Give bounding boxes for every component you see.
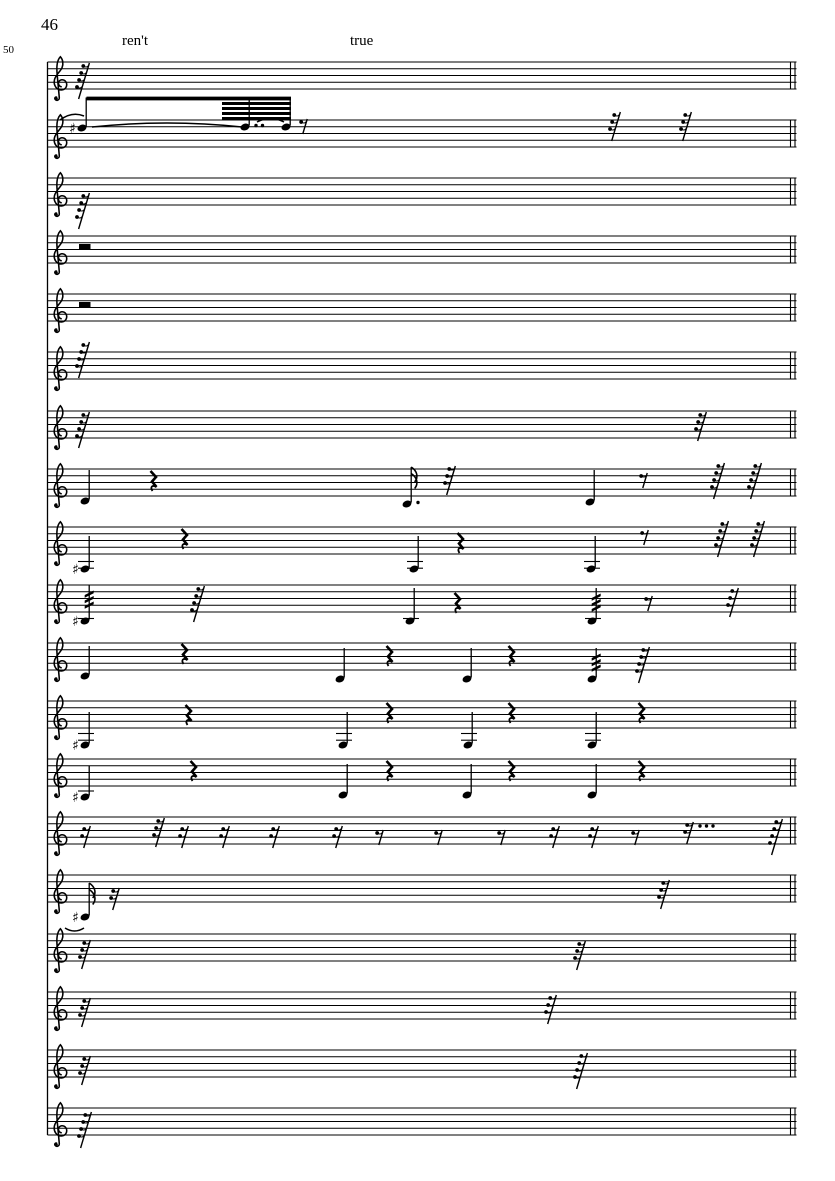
staff [48, 173, 797, 229]
staff [48, 929, 797, 973]
page-number: 46 [41, 15, 58, 34]
treble-clef-icon [54, 464, 66, 508]
treble-clef-icon [54, 1103, 66, 1147]
measure-number: 50 [3, 44, 14, 56]
staff [48, 754, 797, 806]
treble-clef-icon [54, 57, 66, 101]
treble-clef-icon [54, 987, 66, 1031]
treble-clef-icon [54, 1045, 66, 1089]
staff [48, 1045, 797, 1089]
staff [48, 231, 797, 275]
svg-text:♯: ♯ [72, 910, 79, 926]
svg-text:♯: ♯ [72, 562, 79, 578]
staff [48, 987, 797, 1031]
svg-text:♯: ♯ [69, 121, 76, 137]
staff [48, 57, 797, 101]
staff [48, 580, 797, 630]
staff [48, 98, 797, 159]
treble-clef-icon [54, 696, 66, 740]
staff [48, 870, 797, 931]
staff [48, 638, 797, 684]
treble-clef-icon [54, 522, 66, 566]
lyric-text: ren't [122, 33, 149, 49]
treble-clef-icon [54, 638, 66, 682]
treble-clef-icon [54, 347, 66, 391]
svg-text:♯: ♯ [72, 614, 79, 630]
treble-clef-icon [54, 231, 66, 275]
treble-clef-icon [54, 173, 66, 217]
staff [48, 521, 797, 578]
treble-clef-icon [54, 929, 66, 973]
staff [48, 696, 797, 754]
staff [48, 463, 797, 509]
treble-clef-icon [54, 580, 66, 624]
treble-clef-icon [54, 754, 66, 798]
staff [48, 342, 797, 390]
svg-text:♯: ♯ [72, 790, 79, 806]
staff [48, 812, 797, 856]
svg-text:♯: ♯ [72, 738, 79, 754]
staff [48, 406, 797, 450]
treble-clef-icon [54, 870, 66, 914]
treble-clef-icon [54, 289, 66, 333]
treble-clef-icon [54, 406, 66, 450]
treble-clef-icon [54, 812, 66, 856]
staff [48, 1103, 797, 1148]
treble-clef-icon [54, 115, 66, 159]
staff [48, 289, 797, 333]
lyric-text: true [350, 33, 374, 49]
